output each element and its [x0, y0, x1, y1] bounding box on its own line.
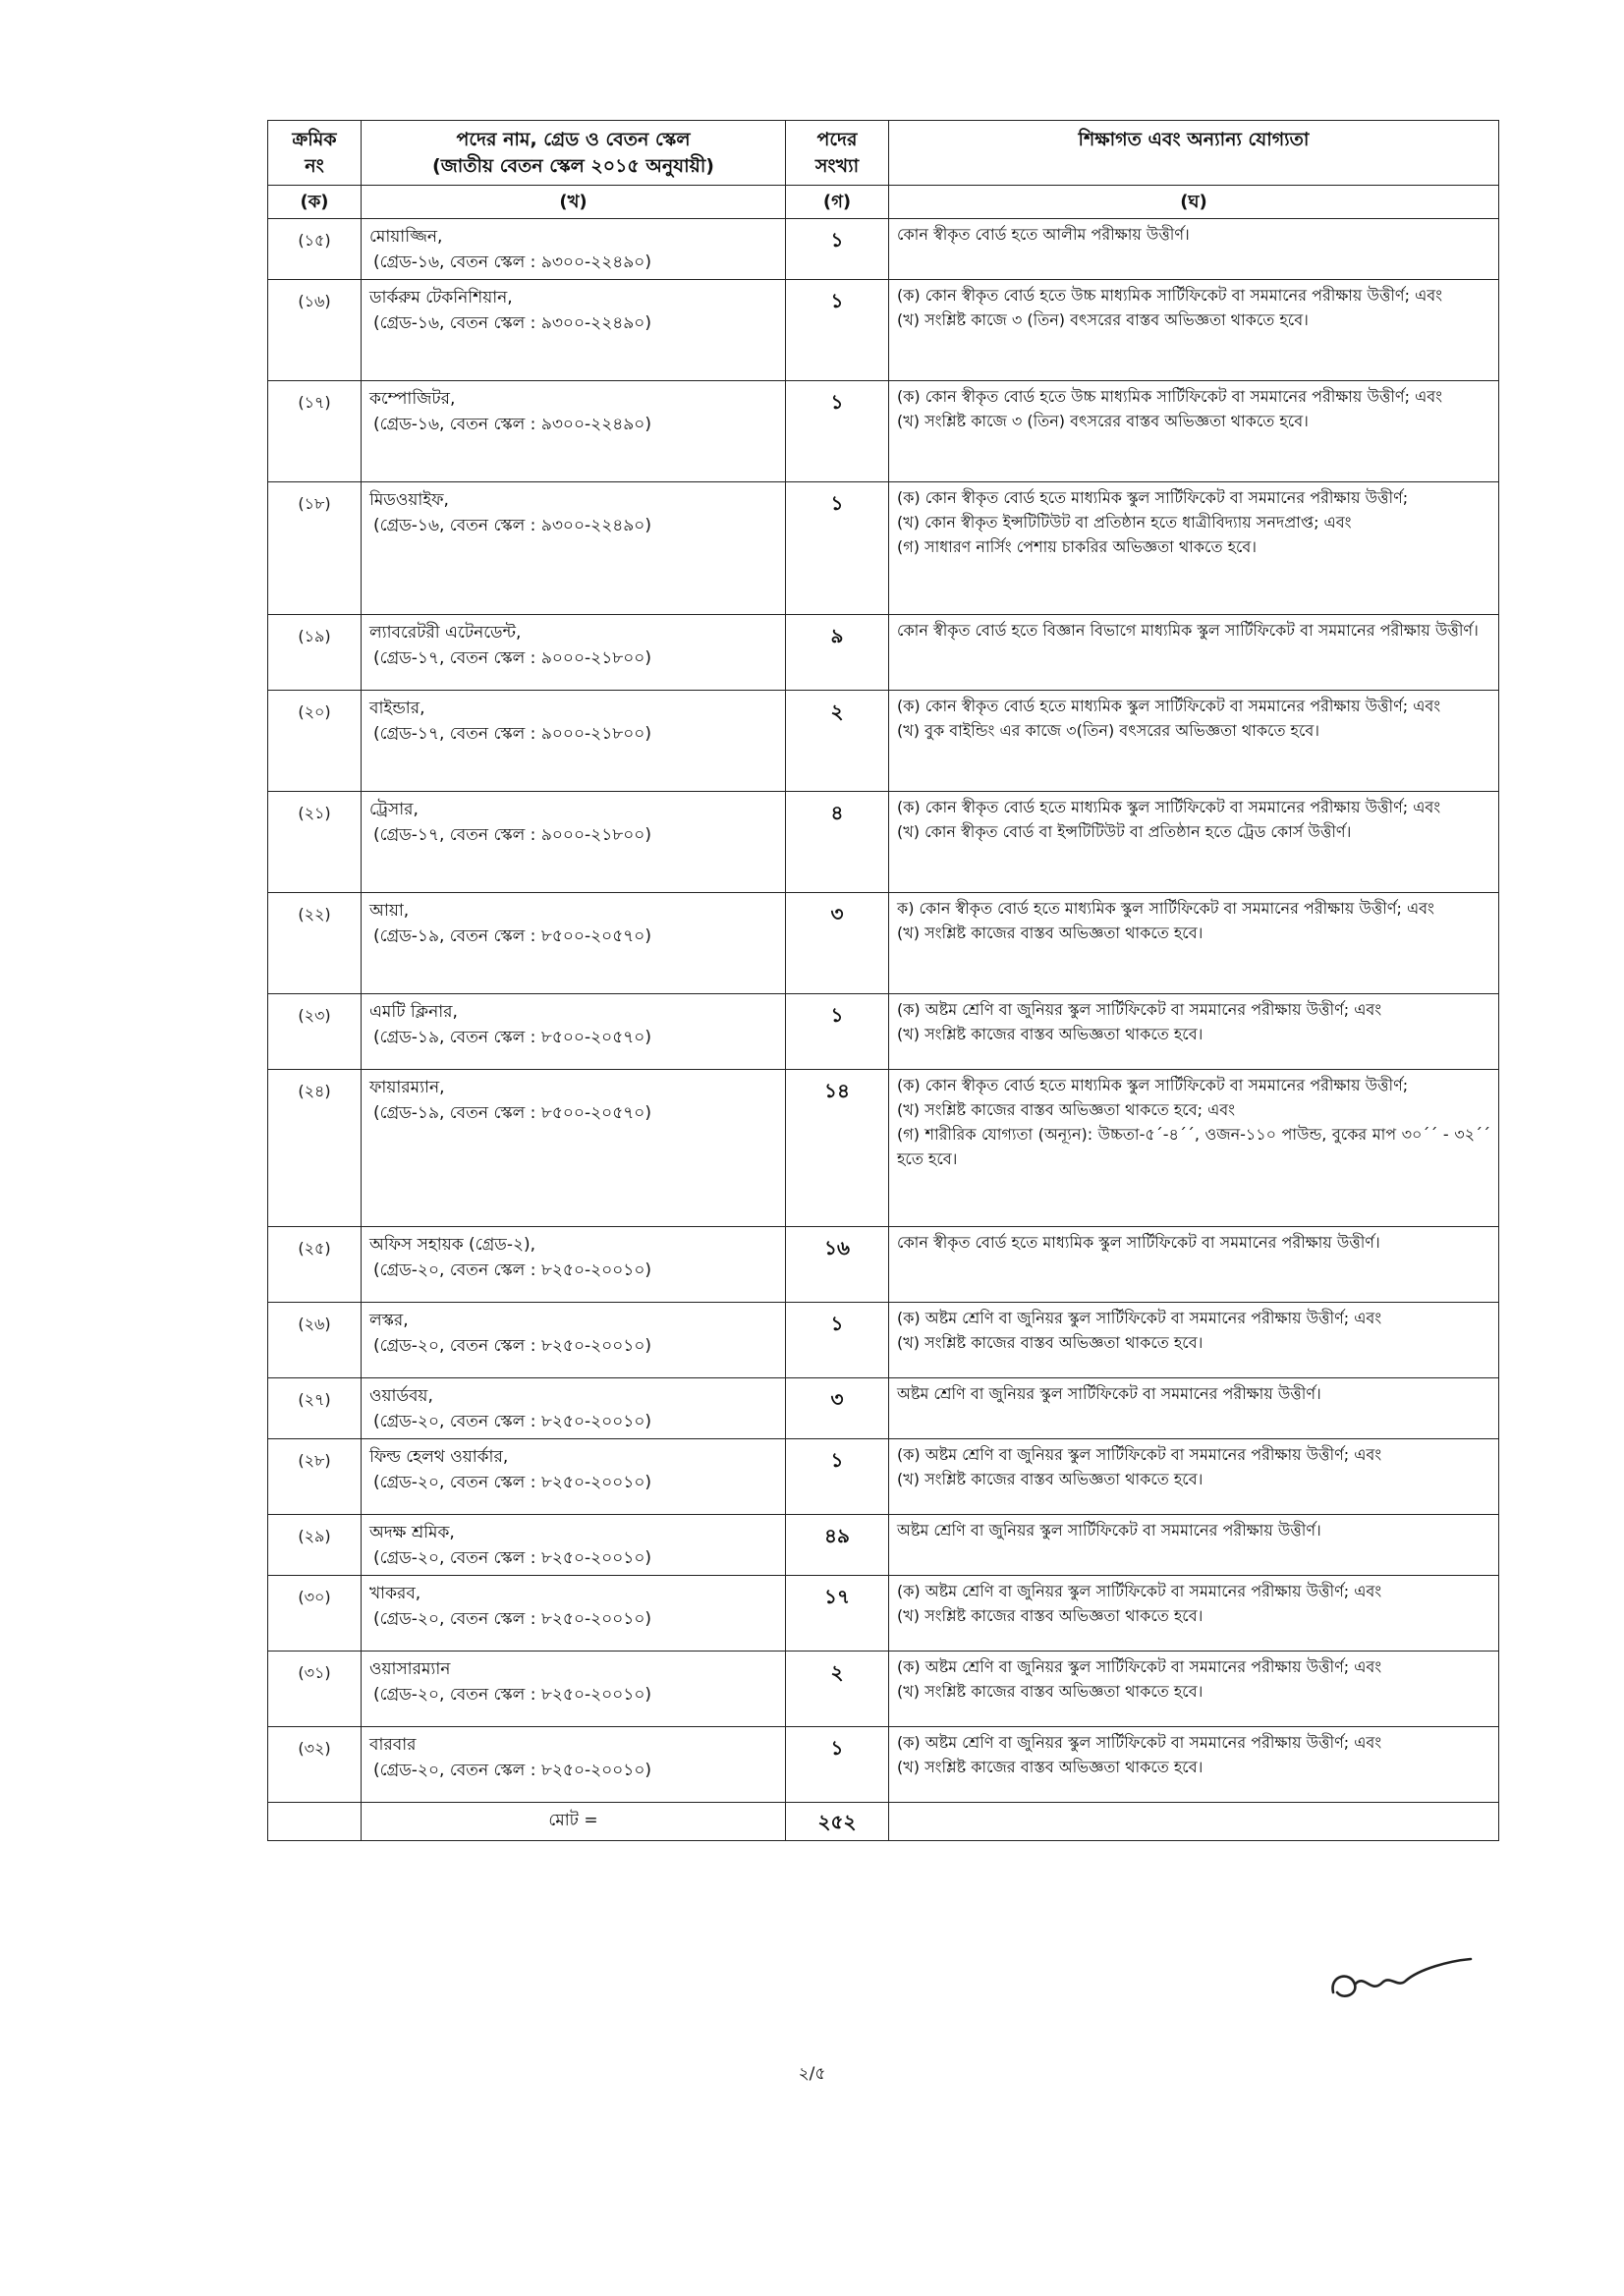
post-name: ল্যাবরেটরী এটেনডেন্ট, [369, 623, 522, 644]
row-serial: (৩২) [268, 1727, 362, 1803]
post-grade-scale: (গ্রেড-১৬, বেতন স্কেল : ৯৩০০-২২৪৯০) [373, 515, 651, 535]
table-row [268, 1652, 1499, 1727]
row-qualification [889, 381, 1499, 482]
table-row [268, 381, 1499, 482]
qualification-line: (ক) কোন স্বীকৃত বোর্ড হতে উচ্চ মাধ্যমিক সার্টিফিকেট বা সমমানের পরীক্ষায় উত্তীর্ণ; এবং [897, 286, 1443, 306]
qualification-line: (ক) অষ্টম শ্রেণি বা জুনিয়র স্কুল সার্টিফিকেট বা সমমানের পরীক্ষায় উত্তীর্ণ; এবং [897, 1733, 1382, 1753]
table-row [268, 1576, 1499, 1652]
table-row [268, 994, 1499, 1070]
post-grade-scale: (গ্রেড-১৭, বেতন স্কেল : ৯০০০-২১৮০০) [373, 647, 651, 668]
total-qualification-cell [889, 1803, 1499, 1841]
row-qualification [889, 1515, 1499, 1576]
row-serial: (২৭) [268, 1378, 362, 1439]
row-post [362, 1515, 786, 1576]
table-row [268, 615, 1499, 691]
post-name: ফায়ারম্যান, [369, 1078, 445, 1098]
qualification-line: অষ্টম শ্রেণি বা জুনিয়র স্কুল সার্টিফিকেট বা সমমানের পরীক্ষায় উত্তীর্ণ। [897, 1521, 1321, 1540]
post-grade-scale: (গ্রেড-১৯, বেতন স্কেল : ৮৫০০-২০৫৭০) [373, 925, 651, 946]
row-post-count: ১ [786, 381, 889, 482]
table-row [268, 1515, 1499, 1576]
qualification-line: (ক) কোন স্বীকৃত বোর্ড হতে মাধ্যমিক স্কুল সার্টিফিকেট বা সমমানের পরীক্ষায় উত্তীর্ণ; [897, 488, 1409, 508]
table-row [268, 1070, 1499, 1227]
post-grade-scale: (গ্রেড-১৯, বেতন স্কেল : ৮৫০০-২০৫৭০) [373, 1027, 651, 1047]
qualification-line: (ক) কোন স্বীকৃত বোর্ড হতে মাধ্যমিক স্কুল সার্টিফিকেট বা সমমানের পরীক্ষায় উত্তীর্ণ; [897, 1076, 1409, 1095]
qualification-line: কোন স্বীকৃত বোর্ড হতে বিজ্ঞান বিভাগে মাধ্যমিক স্কুল সার্টিফিকেট বা সমমানের পরীক্ষায় উত্তীর্ণ। [897, 621, 1479, 641]
column-letter-gha: (ঘ) [889, 186, 1499, 219]
post-name: ওয়ার্ডবয়, [369, 1386, 433, 1407]
row-post-count: ১৬ [786, 1227, 889, 1303]
row-post-count: ১ [786, 280, 889, 381]
row-serial: (২৪) [268, 1070, 362, 1227]
row-post-count: ১ [786, 219, 889, 280]
row-qualification [889, 792, 1499, 893]
post-grade-scale: (গ্রেড-১৬, বেতন স্কেল : ৯৩০০-২২৪৯০) [373, 414, 651, 434]
page-number: ২/৫ [798, 2064, 826, 2084]
row-qualification [889, 482, 1499, 615]
qualification-line: (ক) অষ্টম শ্রেণি বা জুনিয়র স্কুল সার্টিফিকেট বা সমমানের পরীক্ষায় উত্তীর্ণ; এবং [897, 1000, 1382, 1020]
row-post-count: ১ [786, 1727, 889, 1803]
row-post [362, 219, 786, 280]
row-qualification [889, 1303, 1499, 1378]
row-post-count: ৪ [786, 792, 889, 893]
row-qualification [889, 1576, 1499, 1652]
row-post [362, 1227, 786, 1303]
row-qualification [889, 615, 1499, 691]
header-serial [268, 121, 362, 186]
header-count-line-2: সংখ্যা [814, 154, 860, 177]
row-post-count: ১ [786, 482, 889, 615]
table-header-row [268, 121, 1499, 186]
row-post-count: ৯ [786, 615, 889, 691]
row-post [362, 893, 786, 994]
qualification-line: অষ্টম শ্রেণি বা জুনিয়র স্কুল সার্টিফিকেট বা সমমানের পরীক্ষায় উত্তীর্ণ। [897, 1384, 1321, 1404]
table-row [268, 691, 1499, 792]
row-serial: (১৮) [268, 482, 362, 615]
qualification-line: (খ) সংশ্লিষ্ট কাজের বাস্তব অভিজ্ঞতা থাকতে হবে। [897, 923, 1204, 942]
row-post-count: ৩ [786, 1378, 889, 1439]
column-letter-kha: (খ) [362, 186, 786, 219]
post-name: আয়া, [369, 901, 410, 922]
post-grade-scale: (গ্রেড-২০, বেতন স্কেল : ৮২৫০-২০০১০) [373, 1684, 652, 1705]
table-row [268, 280, 1499, 381]
table-row [268, 482, 1499, 615]
row-qualification [889, 1378, 1499, 1439]
post-name: লস্কর, [369, 1311, 409, 1331]
row-qualification [889, 280, 1499, 381]
row-post [362, 280, 786, 381]
row-post [362, 691, 786, 792]
post-grade-scale: (গ্রেড-২০, বেতন স্কেল : ৮২৫০-২০০১০) [373, 1547, 652, 1568]
qualification-line: (খ) সংশ্লিষ্ট কাজের বাস্তব অভিজ্ঞতা থাকতে হবে; এবং [897, 1099, 1236, 1119]
qualification-line: (ক) অষ্টম শ্রেণি বা জুনিয়র স্কুল সার্টিফিকেট বা সমমানের পরীক্ষায় উত্তীর্ণ; এবং [897, 1582, 1382, 1601]
post-name: মিডওয়াইফ, [369, 490, 449, 511]
post-name: অদক্ষ শ্রমিক, [369, 1523, 455, 1543]
row-serial: (২৬) [268, 1303, 362, 1378]
header-count-line-1: পদের [816, 129, 858, 150]
qualification-line: (খ) সংশ্লিষ্ট কাজের বাস্তব অভিজ্ঞতা থাকতে হবে। [897, 1605, 1204, 1625]
row-post [362, 615, 786, 691]
row-post [362, 1439, 786, 1515]
row-serial: (১৬) [268, 280, 362, 381]
row-qualification [889, 1727, 1499, 1803]
row-post-count: ২ [786, 691, 889, 792]
row-qualification [889, 893, 1499, 994]
row-post [362, 482, 786, 615]
header-count [786, 121, 889, 186]
row-serial: (১৯) [268, 615, 362, 691]
post-name: অফিস সহায়ক (গ্রেড-২), [369, 1235, 536, 1256]
qualification-line: (গ) শারীরিক যোগ্যতা (অন্যূন): উচ্চতা-৫´-৪´´, ওজন-১১০ পাউন্ড, বুকের মাপ ৩০´´ - ৩২´´ হতে হবে। [897, 1124, 1490, 1168]
qualification-line: (ক) অষ্টম শ্রেণি বা জুনিয়র স্কুল সার্টিফিকেট বা সমমানের পরীক্ষায় উত্তীর্ণ; এবং [897, 1445, 1382, 1465]
qualification-line: (খ) সংশ্লিষ্ট কাজের বাস্তব অভিজ্ঞতা থাকতে হবে। [897, 1024, 1204, 1043]
qualification-line: (ক) কোন স্বীকৃত বোর্ড হতে মাধ্যমিক স্কুল সার্টিফিকেট বা সমমানের পরীক্ষায় উত্তীর্ণ; এবং [897, 798, 1441, 817]
header-serial-line-2: নং [305, 154, 324, 177]
post-name: ওয়াসারম্যান [369, 1659, 451, 1680]
row-qualification [889, 219, 1499, 280]
post-grade-scale: (গ্রেড-১৯, বেতন স্কেল : ৮৫০০-২০৫৭০) [373, 1102, 651, 1123]
post-name: বারবার [369, 1735, 417, 1756]
post-name: ফিল্ড হেলথ ওয়ার্কার, [369, 1447, 509, 1468]
qualification-line: (খ) বুক বাইন্ডিং এর কাজে ৩(তিন) বৎসরের অভিজ্ঞতা থাকতে হবে। [897, 720, 1320, 740]
post-name: ডার্করুম টেকনিশিয়ান, [369, 288, 513, 308]
header-qualification: শিক্ষাগত এবং অন্যান্য যোগ্যতা [889, 121, 1499, 186]
post-name: এমটি ক্লিনার, [369, 1002, 458, 1023]
qualification-line: (খ) সংশ্লিষ্ট কাজের বাস্তব অভিজ্ঞতা থাকতে হবে। [897, 1469, 1204, 1488]
post-name: খাকরব, [369, 1584, 421, 1604]
header-post-line-2: (জাতীয় বেতন স্কেল ২০১৫ অনুযায়ী) [432, 154, 714, 177]
table-row [268, 893, 1499, 994]
row-post-count: ২ [786, 1652, 889, 1727]
post-grade-scale: (গ্রেড-২০, বেতন স্কেল : ৮২৫০-২০০১০) [373, 1260, 652, 1280]
qualification-line: (গ) সাধারণ নার্সিং পেশায় চাকরির অভিজ্ঞতা থাকতে হবে। [897, 536, 1258, 556]
row-serial: (২৫) [268, 1227, 362, 1303]
qualification-line: (খ) সংশ্লিষ্ট কাজে ৩ (তিন) বৎসরের বাস্তব অভিজ্ঞতা থাকতে হবে। [897, 411, 1309, 430]
row-qualification [889, 1227, 1499, 1303]
qualification-line: (ক) কোন স্বীকৃত বোর্ড হতে উচ্চ মাধ্যমিক সার্টিফিকেট বা সমমানের পরীক্ষায় উত্তীর্ণ; এবং [897, 387, 1443, 407]
row-serial: (২০) [268, 691, 362, 792]
qualification-line: (খ) সংশ্লিষ্ট কাজের বাস্তব অভিজ্ঞতা থাকতে হবে। [897, 1757, 1204, 1776]
row-post [362, 1378, 786, 1439]
qualification-line: ক) কোন স্বীকৃত বোর্ড হতে মাধ্যমিক স্কুল সার্টিফিকেট বা সমমানের পরীক্ষায় উত্তীর্ণ; এবং [897, 899, 1434, 919]
row-post [362, 1727, 786, 1803]
post-grade-scale: (গ্রেড-১৬, বেতন স্কেল : ৯৩০০-২২৪৯০) [373, 312, 651, 333]
row-serial: (২৮) [268, 1439, 362, 1515]
qualification-line: কোন স্বীকৃত বোর্ড হতে মাধ্যমিক স্কুল সার্টিফিকেট বা সমমানের পরীক্ষায় উত্তীর্ণ। [897, 1233, 1380, 1253]
row-qualification [889, 1439, 1499, 1515]
post-name: বাইন্ডার, [369, 699, 425, 719]
table-row [268, 1727, 1499, 1803]
recruitment-table [267, 120, 1499, 1841]
qualification-line: (খ) সংশ্লিষ্ট কাজের বাস্তব অভিজ্ঞতা থাকতে হবে। [897, 1681, 1204, 1701]
row-post-count: ৩ [786, 893, 889, 994]
row-post [362, 1070, 786, 1227]
post-grade-scale: (গ্রেড-১৭, বেতন স্কেল : ৯০০০-২১৮০০) [373, 824, 651, 845]
row-serial: (২২) [268, 893, 362, 994]
post-name: ট্রেসার, [369, 800, 419, 820]
row-post [362, 1652, 786, 1727]
row-post [362, 792, 786, 893]
qualification-line: (খ) সংশ্লিষ্ট কাজে ৩ (তিন) বৎসরের বাস্তব অভিজ্ঞতা থাকতে হবে। [897, 309, 1309, 329]
row-post-count: ৪৯ [786, 1515, 889, 1576]
qualification-line: (খ) কোন স্বীকৃত বোর্ড বা ইন্সটিটিউট বা প্রতিষ্ঠান হতে ট্রেড কোর্স উত্তীর্ণ। [897, 821, 1352, 841]
qualification-line: (ক) কোন স্বীকৃত বোর্ড হতে মাধ্যমিক স্কুল সার্টিফিকেট বা সমমানের পরীক্ষায় উত্তীর্ণ; এবং [897, 697, 1441, 716]
qualification-line: কোন স্বীকৃত বোর্ড হতে আলীম পরীক্ষায় উত্তীর্ণ। [897, 225, 1190, 245]
row-post [362, 1303, 786, 1378]
row-serial: (১৭) [268, 381, 362, 482]
header-post [362, 121, 786, 186]
post-name: মোয়াজ্জিন, [369, 227, 443, 248]
post-grade-scale: (গ্রেড-২০, বেতন স্কেল : ৮২৫০-২০০১০) [373, 1411, 652, 1431]
column-letter-row [268, 186, 1499, 219]
row-qualification [889, 691, 1499, 792]
total-row [268, 1803, 1499, 1841]
total-label: মোট = [362, 1803, 786, 1841]
row-post [362, 381, 786, 482]
row-qualification [889, 1070, 1499, 1227]
header-serial-line-1: ক্রমিক [292, 129, 337, 150]
qualification-line: (খ) সংশ্লিষ্ট কাজের বাস্তব অভিজ্ঞতা থাকতে হবে। [897, 1332, 1204, 1352]
row-serial: (১৫) [268, 219, 362, 280]
post-grade-scale: (গ্রেড-২০, বেতন স্কেল : ৮২৫০-২০০১০) [373, 1335, 652, 1356]
table-body [268, 219, 1499, 1803]
row-qualification [889, 994, 1499, 1070]
header-post-line-1: পদের নাম, গ্রেড ও বেতন স্কেল [456, 129, 691, 150]
row-post [362, 1576, 786, 1652]
post-grade-scale: (গ্রেড-১৬, বেতন স্কেল : ৯৩০০-২২৪৯০) [373, 252, 651, 272]
post-grade-scale: (গ্রেড-১৭, বেতন স্কেল : ৯০০০-২১৮০০) [373, 723, 651, 744]
row-post-count: ১৪ [786, 1070, 889, 1227]
table-row [268, 1303, 1499, 1378]
row-serial: (২৩) [268, 994, 362, 1070]
signature-mark [1321, 1953, 1479, 2012]
total-count: ২৫২ [786, 1803, 889, 1841]
table-row [268, 792, 1499, 893]
row-qualification [889, 1652, 1499, 1727]
row-serial: (২১) [268, 792, 362, 893]
total-serial-cell [268, 1803, 362, 1841]
qualification-line: (ক) অষ্টম শ্রেণি বা জুনিয়র স্কুল সার্টিফিকেট বা সমমানের পরীক্ষায় উত্তীর্ণ; এবং [897, 1657, 1382, 1677]
row-serial: (৩১) [268, 1652, 362, 1727]
row-post-count: ১ [786, 994, 889, 1070]
column-letter-ga: (গ) [786, 186, 889, 219]
qualification-line: (ক) অষ্টম শ্রেণি বা জুনিয়র স্কুল সার্টিফিকেট বা সমমানের পরীক্ষায় উত্তীর্ণ; এবং [897, 1309, 1382, 1328]
row-serial: (২৯) [268, 1515, 362, 1576]
table-row [268, 219, 1499, 280]
row-post-count: ১ [786, 1439, 889, 1515]
post-grade-scale: (গ্রেড-২০, বেতন স্কেল : ৮২৫০-২০০১০) [373, 1608, 652, 1629]
row-serial: (৩০) [268, 1576, 362, 1652]
post-grade-scale: (গ্রেড-২০, বেতন স্কেল : ৮২৫০-২০০১০) [373, 1472, 652, 1492]
row-post [362, 994, 786, 1070]
column-letter-ka: (ক) [268, 186, 362, 219]
post-grade-scale: (গ্রেড-২০, বেতন স্কেল : ৮২৫০-২০০১০) [373, 1760, 652, 1780]
table-row [268, 1439, 1499, 1515]
qualification-line: (খ) কোন স্বীকৃত ইন্সটিটিউট বা প্রতিষ্ঠান হতে ধাত্রীবিদ্যায় সনদপ্রাপ্ত; এবং [897, 512, 1352, 532]
post-name: কম্পোজিটর, [369, 389, 456, 410]
table-row [268, 1227, 1499, 1303]
table-row [268, 1378, 1499, 1439]
row-post-count: ১ [786, 1303, 889, 1378]
row-post-count: ১৭ [786, 1576, 889, 1652]
